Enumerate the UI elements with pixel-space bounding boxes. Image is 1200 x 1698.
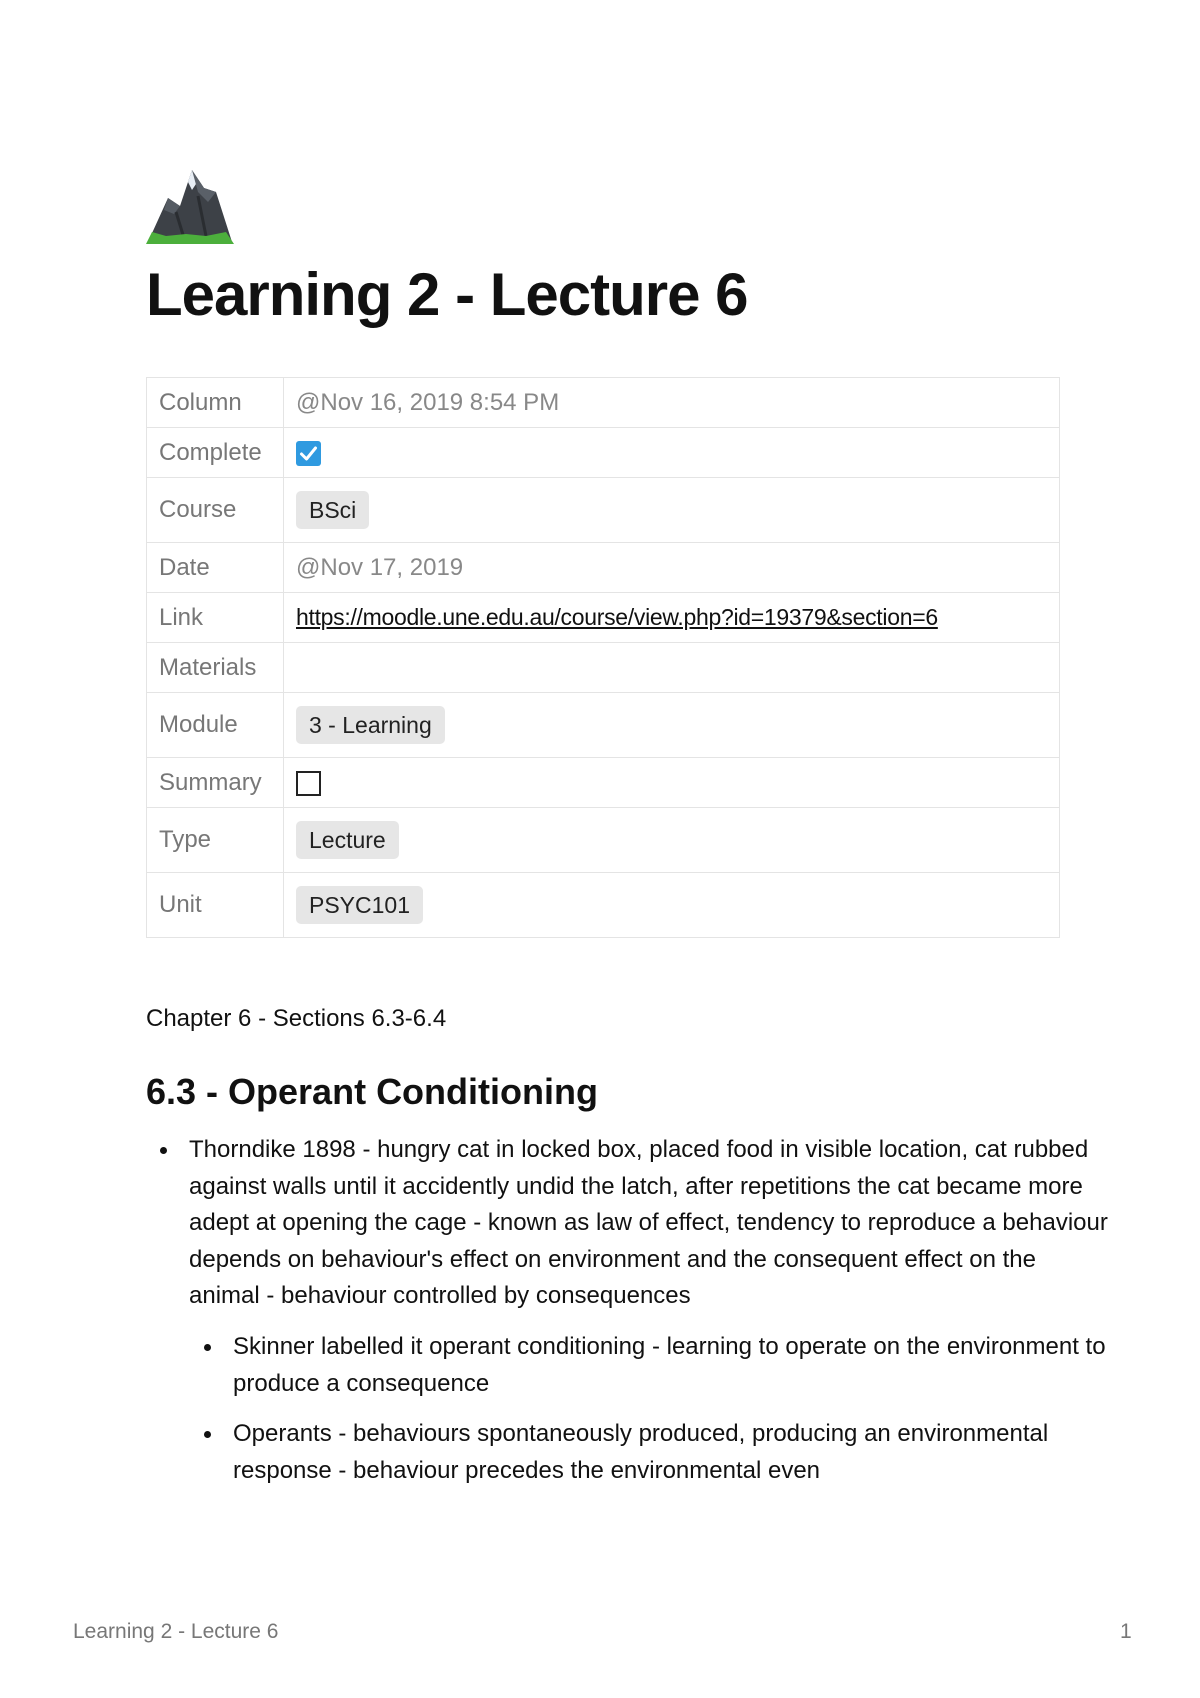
section-heading: 6.3 - Operant Conditioning [146, 1071, 598, 1112]
list-item-text: Operants - behaviours spontaneously produced, producing an environmental response - behaviour precedes the environmental even [233, 1420, 1049, 1484]
module-tag[interactable]: 3 - Learning [296, 706, 445, 744]
property-value-column: @Nov 16, 2019 8:54 PM [284, 378, 1060, 428]
property-row-link [147, 593, 1060, 643]
property-value-summary [284, 758, 1060, 808]
property-key: Materials [147, 643, 284, 693]
property-key: Summary [147, 758, 284, 808]
property-row-column [147, 378, 1060, 428]
property-row-unit [147, 873, 1060, 938]
property-key: Module [147, 693, 284, 758]
list-item [189, 1132, 1109, 1489]
property-value-module [284, 693, 1060, 758]
property-row-date [147, 543, 1060, 593]
property-row-summary [147, 758, 1060, 808]
list-item [233, 1329, 1109, 1402]
chapter-reference: Chapter 6 - Sections 6.3-6.4 [146, 1005, 447, 1032]
property-key: Date [147, 543, 284, 593]
unit-tag[interactable]: PSYC101 [296, 886, 423, 924]
list-item [233, 1416, 1109, 1489]
page-title: Learning 2 - Lecture 6 [146, 261, 748, 328]
property-value-link [284, 593, 1060, 643]
property-value-type [284, 808, 1060, 873]
property-key: Type [147, 808, 284, 873]
property-value-materials [284, 643, 1060, 693]
property-key: Column [147, 378, 284, 428]
property-row-materials [147, 643, 1060, 693]
properties-table [146, 377, 1060, 938]
property-value-date: @Nov 17, 2019 [284, 543, 1060, 593]
property-key: Unit [147, 873, 284, 938]
property-key: Link [147, 593, 284, 643]
property-row-complete [147, 428, 1060, 478]
checked-checkbox[interactable] [296, 441, 321, 466]
type-tag[interactable]: Lecture [296, 821, 399, 859]
property-row-type [147, 808, 1060, 873]
property-value-complete [284, 428, 1060, 478]
property-value-unit [284, 873, 1060, 938]
nested-bullet-list [189, 1329, 1109, 1489]
bullet-list [146, 1132, 1109, 1503]
course-tag[interactable]: BSci [296, 491, 369, 529]
list-item-text: Skinner labelled it operant conditioning - learning to operate on the environment to produce a consequence [233, 1332, 1106, 1397]
footer-title: Learning 2 - Lecture 6 [73, 1620, 279, 1643]
mountain-icon [146, 162, 234, 244]
property-value-course [284, 478, 1060, 543]
footer-page-number: 1 [1120, 1620, 1132, 1643]
property-row-module [147, 693, 1060, 758]
property-row-course [147, 478, 1060, 543]
list-item-text: Thorndike 1898 - hungry cat in locked box, placed food in visible location, cat rubbed against walls until it accidently undid the latch, after repetitions the cat became more adept at opening the cage - known as law of effect, tendency to reproduce a behaviour depends on behaviour's effect on environment and the consequent effect on the animal - behaviour controlled by consequences [189, 1136, 1108, 1310]
unchecked-checkbox[interactable] [296, 771, 321, 796]
property-key: Complete [147, 428, 284, 478]
checkmark-icon [296, 441, 321, 466]
moodle-link[interactable]: https://moodle.une.edu.au/course/view.php?id=19379&section=6 [296, 603, 938, 630]
property-key: Course [147, 478, 284, 543]
